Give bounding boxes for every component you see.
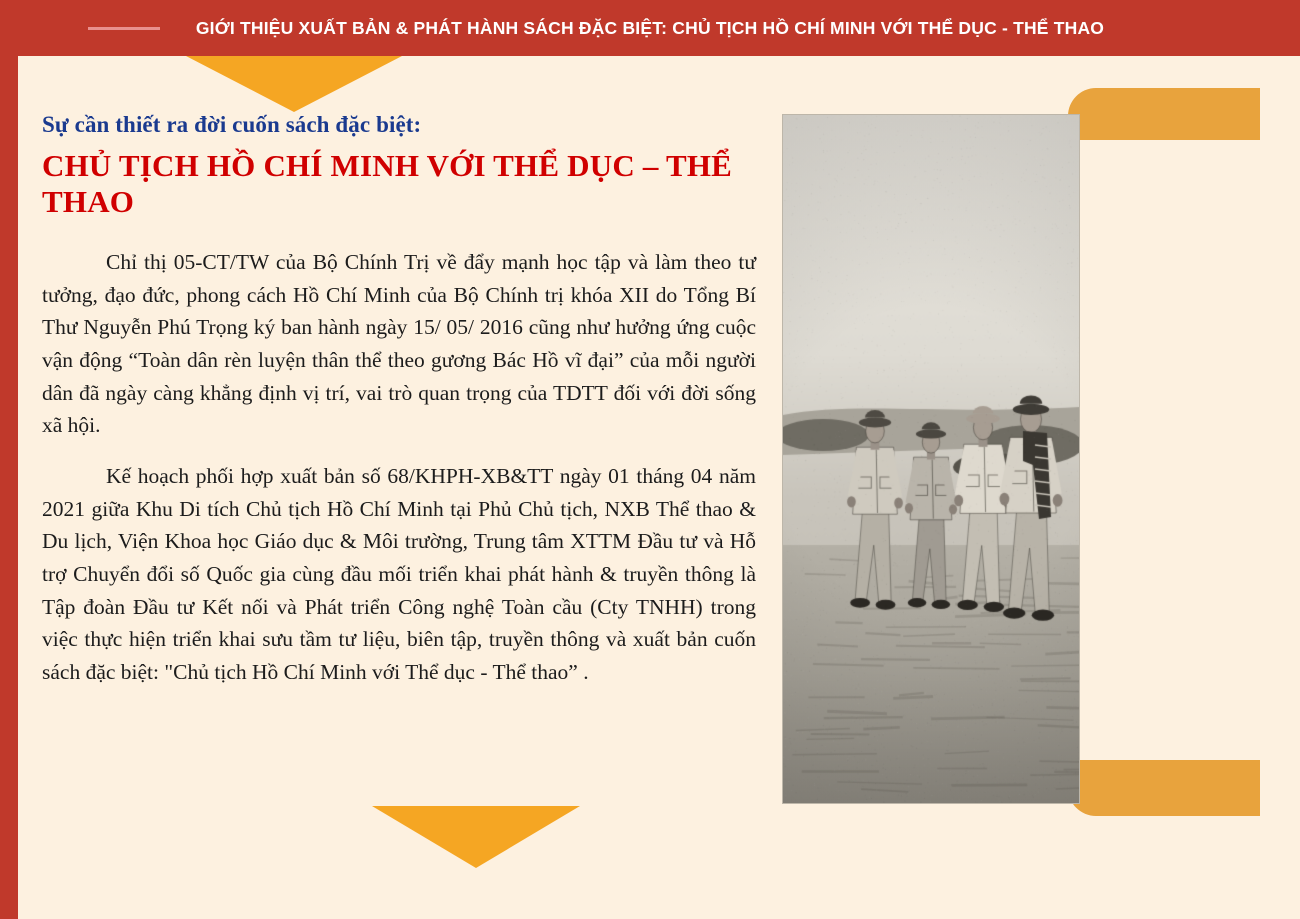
left-accent-bar-inner — [18, 0, 24, 919]
slide-title: CHỦ TỊCH HỒ CHÍ MINH VỚI THỂ DỤC – THỂ THAO — [42, 148, 733, 219]
photo-gold-frame-cutout — [1068, 140, 1268, 760]
slide-content — [42, 112, 756, 707]
decorative-triangle-bottom — [372, 806, 580, 868]
decorative-triangle-top — [186, 56, 402, 112]
paragraph-2: Kế hoạch phối hợp xuất bản số 68/KHPH-XB&TT ngày 01 tháng 04 năm 2021 giữa Khu Di tích Chủ tịch Hồ Chí Minh tại Phủ Chủ tịch, NXB Thể thao & Du lịch, Viện Khoa học Giáo dục & Môi trường, Trung tâm XTTM Đầu tư và Hỗ trợ Chuyển đổi số Quốc gia cùng đầu mối triển khai phát hành & truyền thông là Tập đoàn Đầu tư Kết nối và Phát triển Công nghệ Toàn cầu (Cty TNHH) trong việc thực hiện triển khai sưu tầm tư liệu, biên tập, truyền thông và xuất bản cuốn sách đặc biệt: "Chủ tịch Hồ Chí Minh với Thể dục - Thể thao” . — [42, 464, 756, 685]
slide-kicker: Sự cần thiết ra đời cuốn sách đặc biệt: — [42, 112, 422, 137]
left-accent-bar — [0, 0, 18, 919]
historical-photo-canvas — [783, 115, 1079, 803]
header-title: GIỚI THIỆU XUẤT BẢN & PHÁT HÀNH SÁCH ĐẶC BIỆT: CHỦ TỊCH HỒ CHÍ MINH VỚI THỂ DỤC - THỂ THAO — [195, 18, 1105, 38]
historical-photo — [782, 114, 1080, 804]
paragraph-1: Chỉ thị 05-CT/TW của Bộ Chính Trị về đẩy mạnh học tập và làm theo tư tưởng, đạo đức, phong cách Hồ Chí Minh của Bộ Chính trị khóa XII do Tổng Bí Thư Nguyễn Phú Trọng ký ban hành ngày 15/ 05/ 2016 cũng như hưởng ứng cuộc vận động “Toàn dân rèn luyện thân thể theo gương Bác Hồ vĩ đại” của mỗi người dân đã ngày càng khẳng định vị trí, vai trò quan trọng của TDTT đối với đời sống xã hội. — [42, 250, 756, 438]
